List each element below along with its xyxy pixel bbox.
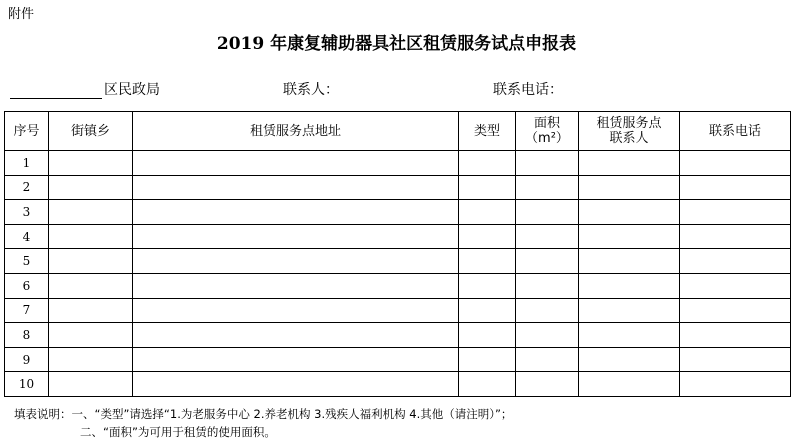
phone-cell[interactable] [680,273,791,298]
row-number: 10 [5,372,49,397]
address-cell[interactable] [133,273,459,298]
header-area [516,112,579,151]
table-row [5,151,791,176]
row-number: 8 [5,323,49,348]
type-cell[interactable] [459,273,516,298]
row-number: 1 [5,151,49,176]
phone-cell[interactable] [680,249,791,274]
phone-cell[interactable] [680,323,791,348]
address-cell[interactable] [133,372,459,397]
contact-cell[interactable] [579,151,680,176]
type-cell[interactable] [459,175,516,200]
area-cell[interactable] [516,323,579,348]
notes-line-1: 填表说明：一、“类型”请选择“1.为老服务中心 2.养老机构 3.残疾人福利机构 4.其他（请注明）”； [14,407,513,421]
attachment-label: 附件 [8,7,35,22]
address-cell[interactable] [133,175,459,200]
street-cell[interactable] [49,323,133,348]
department-label: 区民政局 [104,82,160,98]
phone-cell[interactable] [680,372,791,397]
type-cell[interactable] [459,249,516,274]
street-cell[interactable] [49,200,133,225]
type-cell[interactable] [459,298,516,323]
table-row [5,249,791,274]
phone-cell[interactable] [680,175,791,200]
header-area-line2: （m²） [525,131,569,146]
phone-cell[interactable] [680,224,791,249]
header-contact-line1: 租赁服务点 [596,116,662,131]
address-cell[interactable] [133,323,459,348]
row-number: 4 [5,224,49,249]
header-address: 租赁服务点地址 [133,112,459,151]
row-number: 2 [5,175,49,200]
table-row [5,273,791,298]
phone-cell[interactable] [680,200,791,225]
table-row [5,298,791,323]
header-row [5,112,791,151]
street-cell[interactable] [49,249,133,274]
table-row [5,175,791,200]
contact-label: 联系人： [283,82,339,98]
street-cell[interactable] [49,175,133,200]
row-number: 7 [5,298,49,323]
address-cell[interactable] [133,224,459,249]
row-number: 6 [5,273,49,298]
type-cell[interactable] [459,200,516,225]
contact-cell[interactable] [579,372,680,397]
table-row [5,323,791,348]
row-number: 9 [5,347,49,372]
contact-cell[interactable] [579,175,680,200]
address-cell[interactable] [133,347,459,372]
district-blank-field[interactable] [10,79,102,99]
type-cell[interactable] [459,151,516,176]
contact-cell[interactable] [579,273,680,298]
contact-cell[interactable] [579,347,680,372]
area-cell[interactable] [516,372,579,397]
address-cell[interactable] [133,151,459,176]
application-table [4,111,791,397]
area-cell[interactable] [516,273,579,298]
contact-cell[interactable] [579,249,680,274]
type-cell[interactable] [459,224,516,249]
area-cell[interactable] [516,224,579,249]
header-street: 街镇乡 [49,112,133,151]
header-seq: 序号 [5,112,49,151]
form-notes [14,405,512,441]
row-number: 3 [5,200,49,225]
street-cell[interactable] [49,347,133,372]
area-cell[interactable] [516,298,579,323]
street-cell[interactable] [49,273,133,298]
street-cell[interactable] [49,151,133,176]
address-cell[interactable] [133,200,459,225]
contact-cell[interactable] [579,224,680,249]
street-cell[interactable] [49,298,133,323]
area-cell[interactable] [516,151,579,176]
row-number: 5 [5,249,49,274]
table-row [5,200,791,225]
phone-cell[interactable] [680,151,791,176]
table-row [5,347,791,372]
address-cell[interactable] [133,249,459,274]
street-cell[interactable] [49,224,133,249]
table-row [5,372,791,397]
contact-cell[interactable] [579,200,680,225]
table-row [5,224,791,249]
info-line [8,79,793,99]
contact-cell[interactable] [579,323,680,348]
contact-cell[interactable] [579,298,680,323]
area-cell[interactable] [516,175,579,200]
type-cell[interactable] [459,347,516,372]
area-cell[interactable] [516,249,579,274]
header-contact-line2: 联系人 [609,131,649,146]
type-cell[interactable] [459,323,516,348]
header-type: 类型 [459,112,516,151]
area-cell[interactable] [516,347,579,372]
header-phone: 联系电话 [680,112,791,151]
header-area-line1: 面积 [533,116,560,131]
page-title: 2019 年康复辅助器具社区租赁服务试点申报表 [216,34,577,54]
phone-label: 联系电话： [493,82,563,98]
type-cell[interactable] [459,372,516,397]
phone-cell[interactable] [680,347,791,372]
address-cell[interactable] [133,298,459,323]
phone-cell[interactable] [680,298,791,323]
street-cell[interactable] [49,372,133,397]
area-cell[interactable] [516,200,579,225]
notes-line-2: 二、“面积”为可用于租赁的使用面积。 [80,425,276,439]
header-contact [579,112,680,151]
